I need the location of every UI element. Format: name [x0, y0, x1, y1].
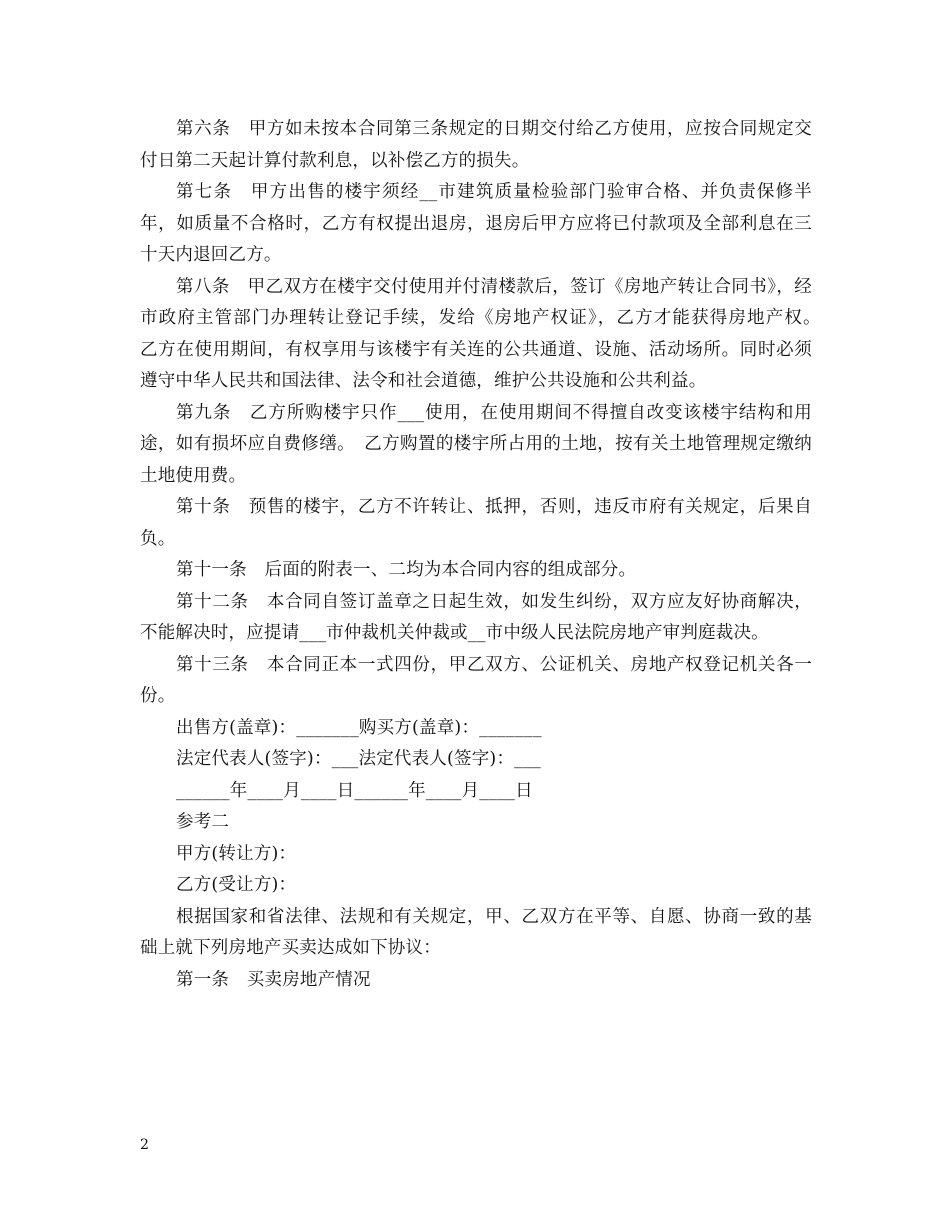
date-line: ______年____月____日______年____月____日: [176, 780, 533, 801]
article-7-paragraph: 第七条 甲方出售的楼宇须经__市建筑质量检验部门验审合格、并负责保修半年，如质量不合格时，乙方有权提出退房，退房后甲方应将已付款项及全部利息在三十天内退回乙方。: [140, 182, 812, 265]
article-9-paragraph: 第九条 乙方所购楼宇只作___使用，在使用期间不得擅自改变该楼宇结构和用途，如有损坏应自费修缮。 乙方购置的楼宇所占用的土地，按有关土地管理规定缴纳土地使用费。: [140, 402, 812, 486]
preamble-paragraph: 根据国家和省法律、法规和有关规定，甲、乙双方在平等、自愿、协商一致的基础上就下列房地产买卖达成如下协议：: [140, 906, 812, 958]
document-body: [140, 114, 830, 996]
reference-heading: 参考二: [176, 812, 230, 832]
article-8-paragraph: 第八条 甲乙双方在楼宇交付使用并付清楼款后，签订《房地产转让合同书》，经市政府主管部门办理转让登记手续，发给《房地产权证》，乙方才能获得房地产权。 乙方在使用期间，有权享用与该楼宇有关连的公共通道、设施、活动场所。同时必须遵守中华人民共和国法律、法令和社会道德，维护公共设施和公共利益。: [140, 276, 830, 391]
party-b-line: 乙方(受让方)：: [176, 875, 297, 895]
article-6-paragraph: 第六条 甲方如未按本合同第三条规定的日期交付给乙方使用，应按合同规定交付日第二天起计算付款利息，以补偿乙方的损失。: [140, 119, 812, 171]
article-13-paragraph: 第十三条 本合同正本一式四份，甲乙双方、公证机关、房地产权登记机关各一份。: [140, 654, 812, 706]
article-11-paragraph: 第十一条 后面的附表一、二均为本合同内容的组成部分。: [176, 560, 637, 580]
signature-line: 法定代表人(签字)：___法定代表人(签字)：___: [176, 749, 542, 769]
seal-line: 出售方(盖章)：_______购买方(盖章)：_______: [176, 717, 542, 738]
article-12-paragraph: 第十二条 本合同自签订盖章之日起生效，如发生纠纷，双方应友好协商解决，不能解决时，应提请___市仲裁机关仲裁或__市中级人民法院房地产审判庭裁决。: [140, 591, 812, 643]
article-10-paragraph: 第十条 预售的楼宇，乙方不许转让、抵押，否则，违反市府有关规定，后果自负。: [140, 497, 812, 549]
article-1-heading: 第一条 买卖房地产情况: [176, 969, 371, 990]
party-a-line: 甲方(转让方)：: [176, 843, 297, 864]
page-number: 2: [140, 1137, 149, 1153]
